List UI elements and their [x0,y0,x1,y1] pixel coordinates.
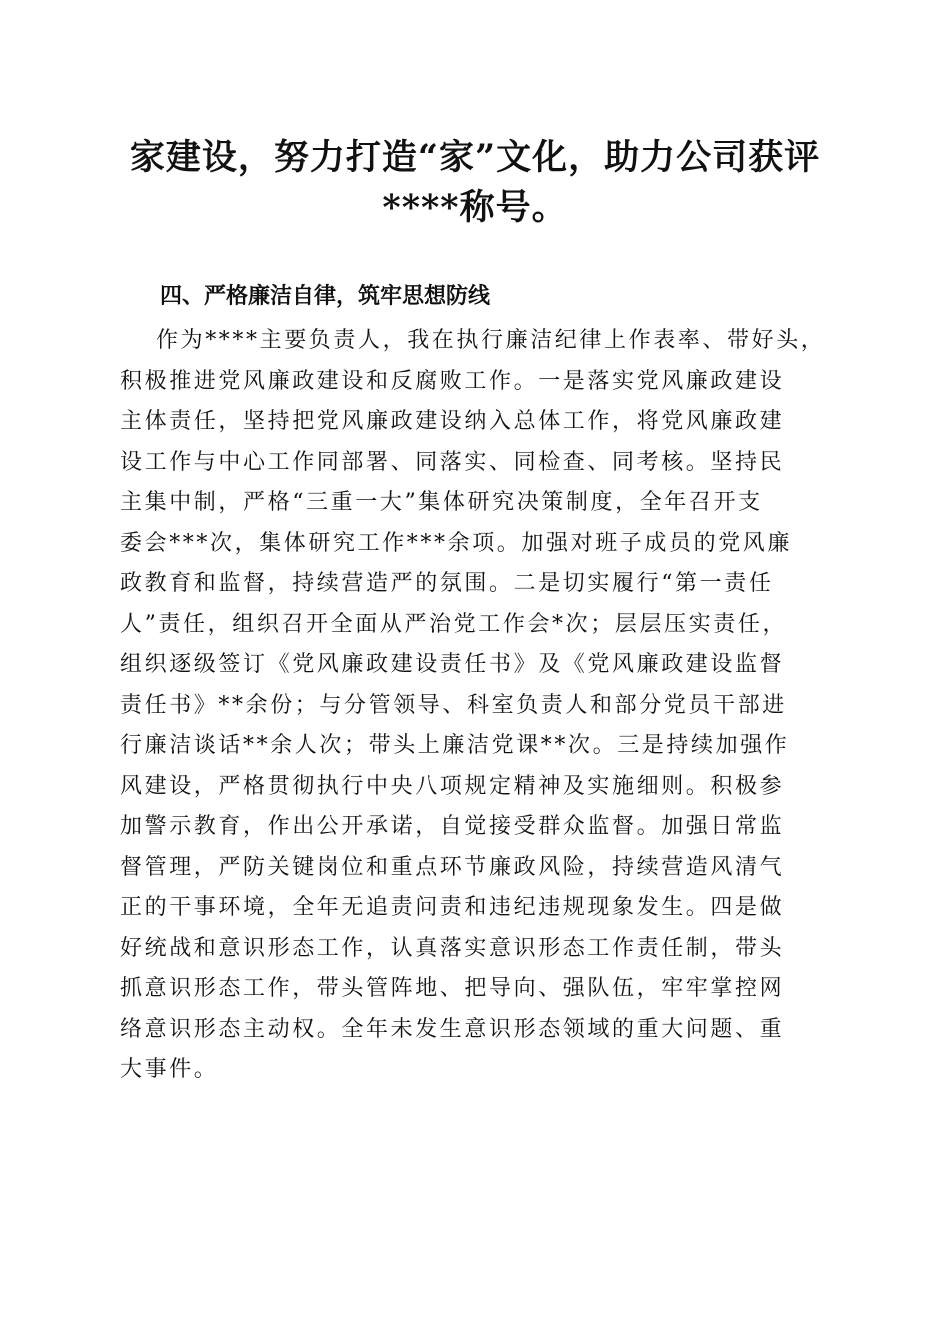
paragraph-line-8: 人”责任，组织召开全面从严治党工作会*次；层层压实责任， [120,611,788,637]
paragraph-line-5: 主集中制，严格“三重一大”集体研究决策制度，全年召开支 [120,490,763,515]
paragraph-line-3: 主体责任，坚持把党风廉政建设纳入总体工作，将党风廉政建 [120,409,785,434]
continued-title [100,133,850,233]
paragraph-line-17: 抓意识形态工作，带头管阵地、把导向、强队伍，牢牢掌控网 [120,976,785,1001]
section-heading: 四、严格廉洁自律，筑牢思想防线 [160,284,491,309]
paragraph-line-14: 督管理，严防关键岗位和重点环节廉政风险，持续营造风清气 [120,854,785,880]
paragraph-line-11: 行廉洁谈话**余人次；带头上廉洁党课**次。三是持续加强作 [120,733,790,758]
title-line-1: 家建设，努力打造“家”文化，助力公司获评 [129,137,821,178]
paragraph-line-10: 责任书》**余份；与分管领导、科室负责人和部分党员干部进 [120,692,787,718]
paragraph-line-13: 加警示教育，作出公开承诺，自觉接受群众监督。加强日常监 [120,814,785,839]
paragraph-line-1: 作为****主要负责人，我在执行廉洁纪律上作表率、带好头， [156,328,826,353]
paragraph-line-4: 设工作与中心工作同部署、同落实、同检查、同考核。坚持民 [120,449,785,475]
paragraph-line-16: 好统战和意识形态工作，认真落实意识形态工作责任制，带头 [120,935,785,961]
title-line-2: ****称号。 [382,187,568,228]
paragraph-line-18: 络意识形态主动权。全年未发生意识形态领域的重大问题、重 [120,1016,785,1042]
paragraph-line-19: 大事件。 [120,1057,219,1082]
paragraph-line-12: 风建设，严格贯彻执行中央八项规定精神及实施细则。积极参 [120,773,785,799]
paragraph-line-15: 正的干事环境，全年无追责问责和违纪违规现象发生。四是做 [120,895,785,920]
body-paragraph [120,321,840,1091]
paragraph-line-7: 政教育和监督，持续营造严的氛围。二是切实履行“第一责任 [120,571,774,596]
paragraph-line-6: 委会***次，集体研究工作***余项。加强对班子成员的党风廉 [120,530,793,556]
paragraph-line-9: 组织逐级签订《党风廉政建设责任书》及《党风廉政建设监督 [120,652,785,677]
paragraph-line-2: 积极推进党风廉政建设和反腐败工作。一是落实党风廉政建设 [120,368,785,394]
